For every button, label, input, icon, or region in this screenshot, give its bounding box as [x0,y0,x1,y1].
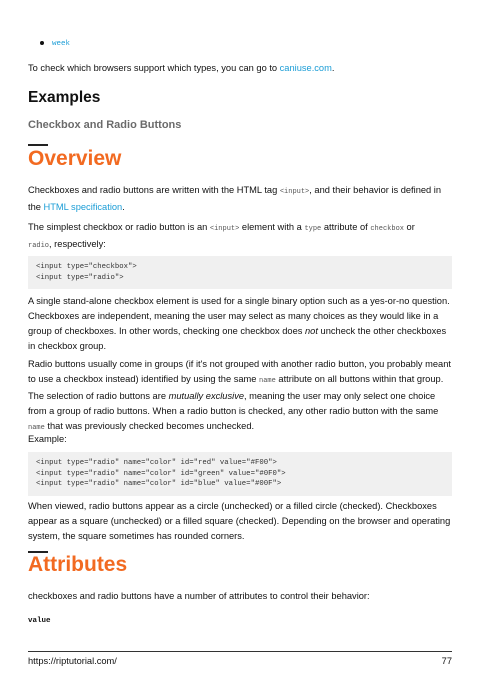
attributes-paragraph: checkboxes and radio buttons have a number of attributes to control their behavior: [28,591,370,601]
text: . [331,63,335,73]
examples-heading: Examples [28,89,101,106]
inline-code: radio [28,242,50,250]
text: , meaning the user may only select one choice from a group of radio buttons. When a radio button is checked, any other radio button with the same [28,391,439,416]
overview-paragraph-5: When viewed, radio buttons appear as a circle (unchecked) or a filled circle (checked). Checkboxes appear as a square (unchecked) or a filled square (checked). Depending on the browser and operating system, the square sometimes has rounded corners. [28,501,451,541]
attributes-heading: Attributes [28,553,128,576]
text: attribute on all buttons within that group. The selection of radio buttons are [28,374,444,401]
checkbox-radio-heading: Checkbox and Radio Buttons [28,119,182,131]
inline-code: <input> [209,225,240,233]
bullet-item [40,38,70,48]
section-rule [28,144,48,146]
emphasis: mutually exclusive [168,391,245,401]
code-block-2: <input type="radio" name="color" id="red" value="#F00"> <input type="radio" name="color" id="green" value="#0F0"> <input type="radio" name="color" id="blue" value="#00F"> [28,452,452,496]
value-label: value [28,617,51,625]
caniuse-paragraph [28,61,452,76]
text: Checkboxes and radio buttons are written with the HTML tag [28,185,280,195]
text: , respectively: [49,239,106,249]
inline-code: <input> [279,188,310,196]
html-spec-link[interactable]: HTML specification [43,202,123,212]
code-block-1: <input type="checkbox"> <input type="radio"> [28,256,452,289]
footer-divider [28,651,452,652]
text: . [122,202,125,212]
text: To check which browsers support which types, you can go to [28,63,280,73]
inline-code: checkbox [370,225,404,233]
week-link[interactable]: week [52,40,71,48]
text: Radio buttons usually come in groups (if it's not grouped with another radio button, you probably meant to use a checkbox instead) identified by using the same [28,359,451,384]
caniuse-link[interactable]: caniuse.com [279,63,332,73]
emphasis: not [305,326,318,336]
page-number: 77 [441,656,452,666]
text: attribute of [321,222,371,232]
overview-paragraph-2 [28,220,452,254]
inline-code: name [28,424,45,432]
bullet-dot [40,41,44,45]
overview-heading: Overview [28,147,122,170]
text: uncheck the other checkboxes in checkbox group. [28,326,447,351]
inline-code: type [304,225,322,233]
text: A single stand-alone checkbox element is used for a single binary option such as a yes-or-no question. Checkboxes are independent, meaning the user may select as many choices as they would like in a group of checkboxes. In other words, checking one checkbox does [28,296,450,336]
text: , and their behavior is defined in the [28,185,442,212]
text: that was previously checked becomes unchecked. [44,421,255,431]
footer-url: https://riptutorial.com/ [28,656,117,666]
overview-paragraph-1 [28,183,452,215]
overview-paragraph-3 [28,294,452,354]
inline-code: name [259,377,276,385]
overview-paragraph-4 [28,357,452,436]
example-label: Example: [28,434,67,444]
text: The simplest checkbox or radio button is an [28,222,210,232]
text: element with a [239,222,305,232]
text: or [403,222,415,232]
